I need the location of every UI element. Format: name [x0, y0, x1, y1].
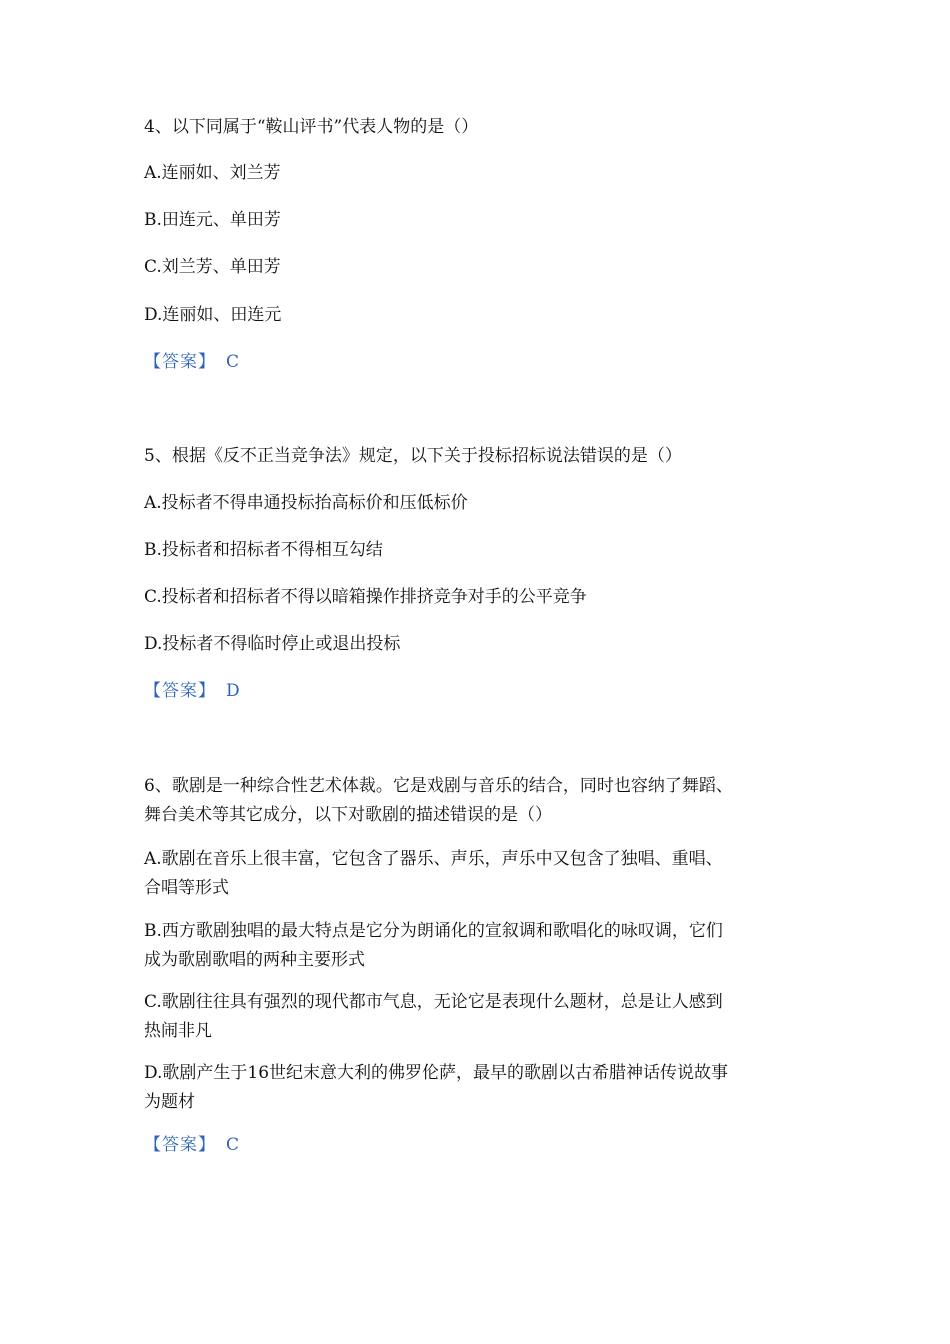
option-line: A.歌剧在音乐上很丰富，它包含了器乐、声乐，声乐中又包含了独唱、重唱、: [144, 849, 723, 869]
question-stem: 4、以下同属于“鞍山评书”代表人物的是（）: [144, 117, 479, 137]
option-c: C.刘兰芳、单田芳: [144, 257, 281, 277]
option-d: [144, 1059, 814, 1117]
answer-label: 【答案】: [144, 1135, 216, 1155]
option-c: C.投标者和招标者不得以暗箱操作排挤竞争对手的公平竞争: [144, 587, 587, 607]
option-a: A.连丽如、刘兰芳: [144, 163, 281, 183]
answer-label: 【答案】: [144, 352, 216, 372]
option-d: D.连丽如、田连元: [144, 305, 282, 325]
option-d: D.投标者不得临时停止或退出投标: [144, 634, 401, 654]
option-b: B.投标者和招标者不得相互勾结: [144, 540, 383, 560]
option-line: C.歌剧往往具有强烈的现代都市气息，无论它是表现什么题材，总是让人感到: [144, 992, 723, 1012]
question-stem: 5、根据《反不正当竞争法》规定，以下关于投标招标说法错误的是（）: [144, 446, 682, 466]
option-line: 合唱等形式: [144, 878, 229, 898]
option-a: [144, 845, 814, 903]
answer-line: [144, 677, 240, 706]
question-stem: [144, 772, 814, 830]
stem-line: 6、歌剧是一种综合性艺术体裁。它是戏剧与音乐的结合，同时也容纳了舞蹈、: [144, 776, 733, 796]
option-c: [144, 988, 814, 1046]
option-line: 热闹非凡: [144, 1021, 212, 1041]
answer-label: 【答案】: [144, 681, 216, 701]
option-b: [144, 917, 814, 975]
option-b: B.田连元、单田芳: [144, 210, 281, 230]
option-line: B.西方歌剧独唱的最大特点是它分为朗诵化的宣叙调和歌唱化的咏叹调，它们: [144, 921, 723, 941]
option-line: D.歌剧产生于16世纪末意大利的佛罗伦萨，最早的歌剧以古希腊神话传说故事: [144, 1063, 729, 1083]
option-line: 为题材: [144, 1092, 195, 1112]
answer-value: D: [226, 681, 240, 701]
answer-value: C: [226, 352, 240, 372]
answer-line: [144, 348, 239, 377]
option-line: 成为歌剧歌唱的两种主要形式: [144, 950, 365, 970]
answer-line: [144, 1131, 239, 1160]
stem-line: 舞台美术等其它成分，以下对歌剧的描述错误的是（）: [144, 805, 552, 825]
answer-value: C: [226, 1135, 240, 1155]
option-a: A.投标者不得串通投标抬高标价和压低标价: [144, 493, 468, 513]
